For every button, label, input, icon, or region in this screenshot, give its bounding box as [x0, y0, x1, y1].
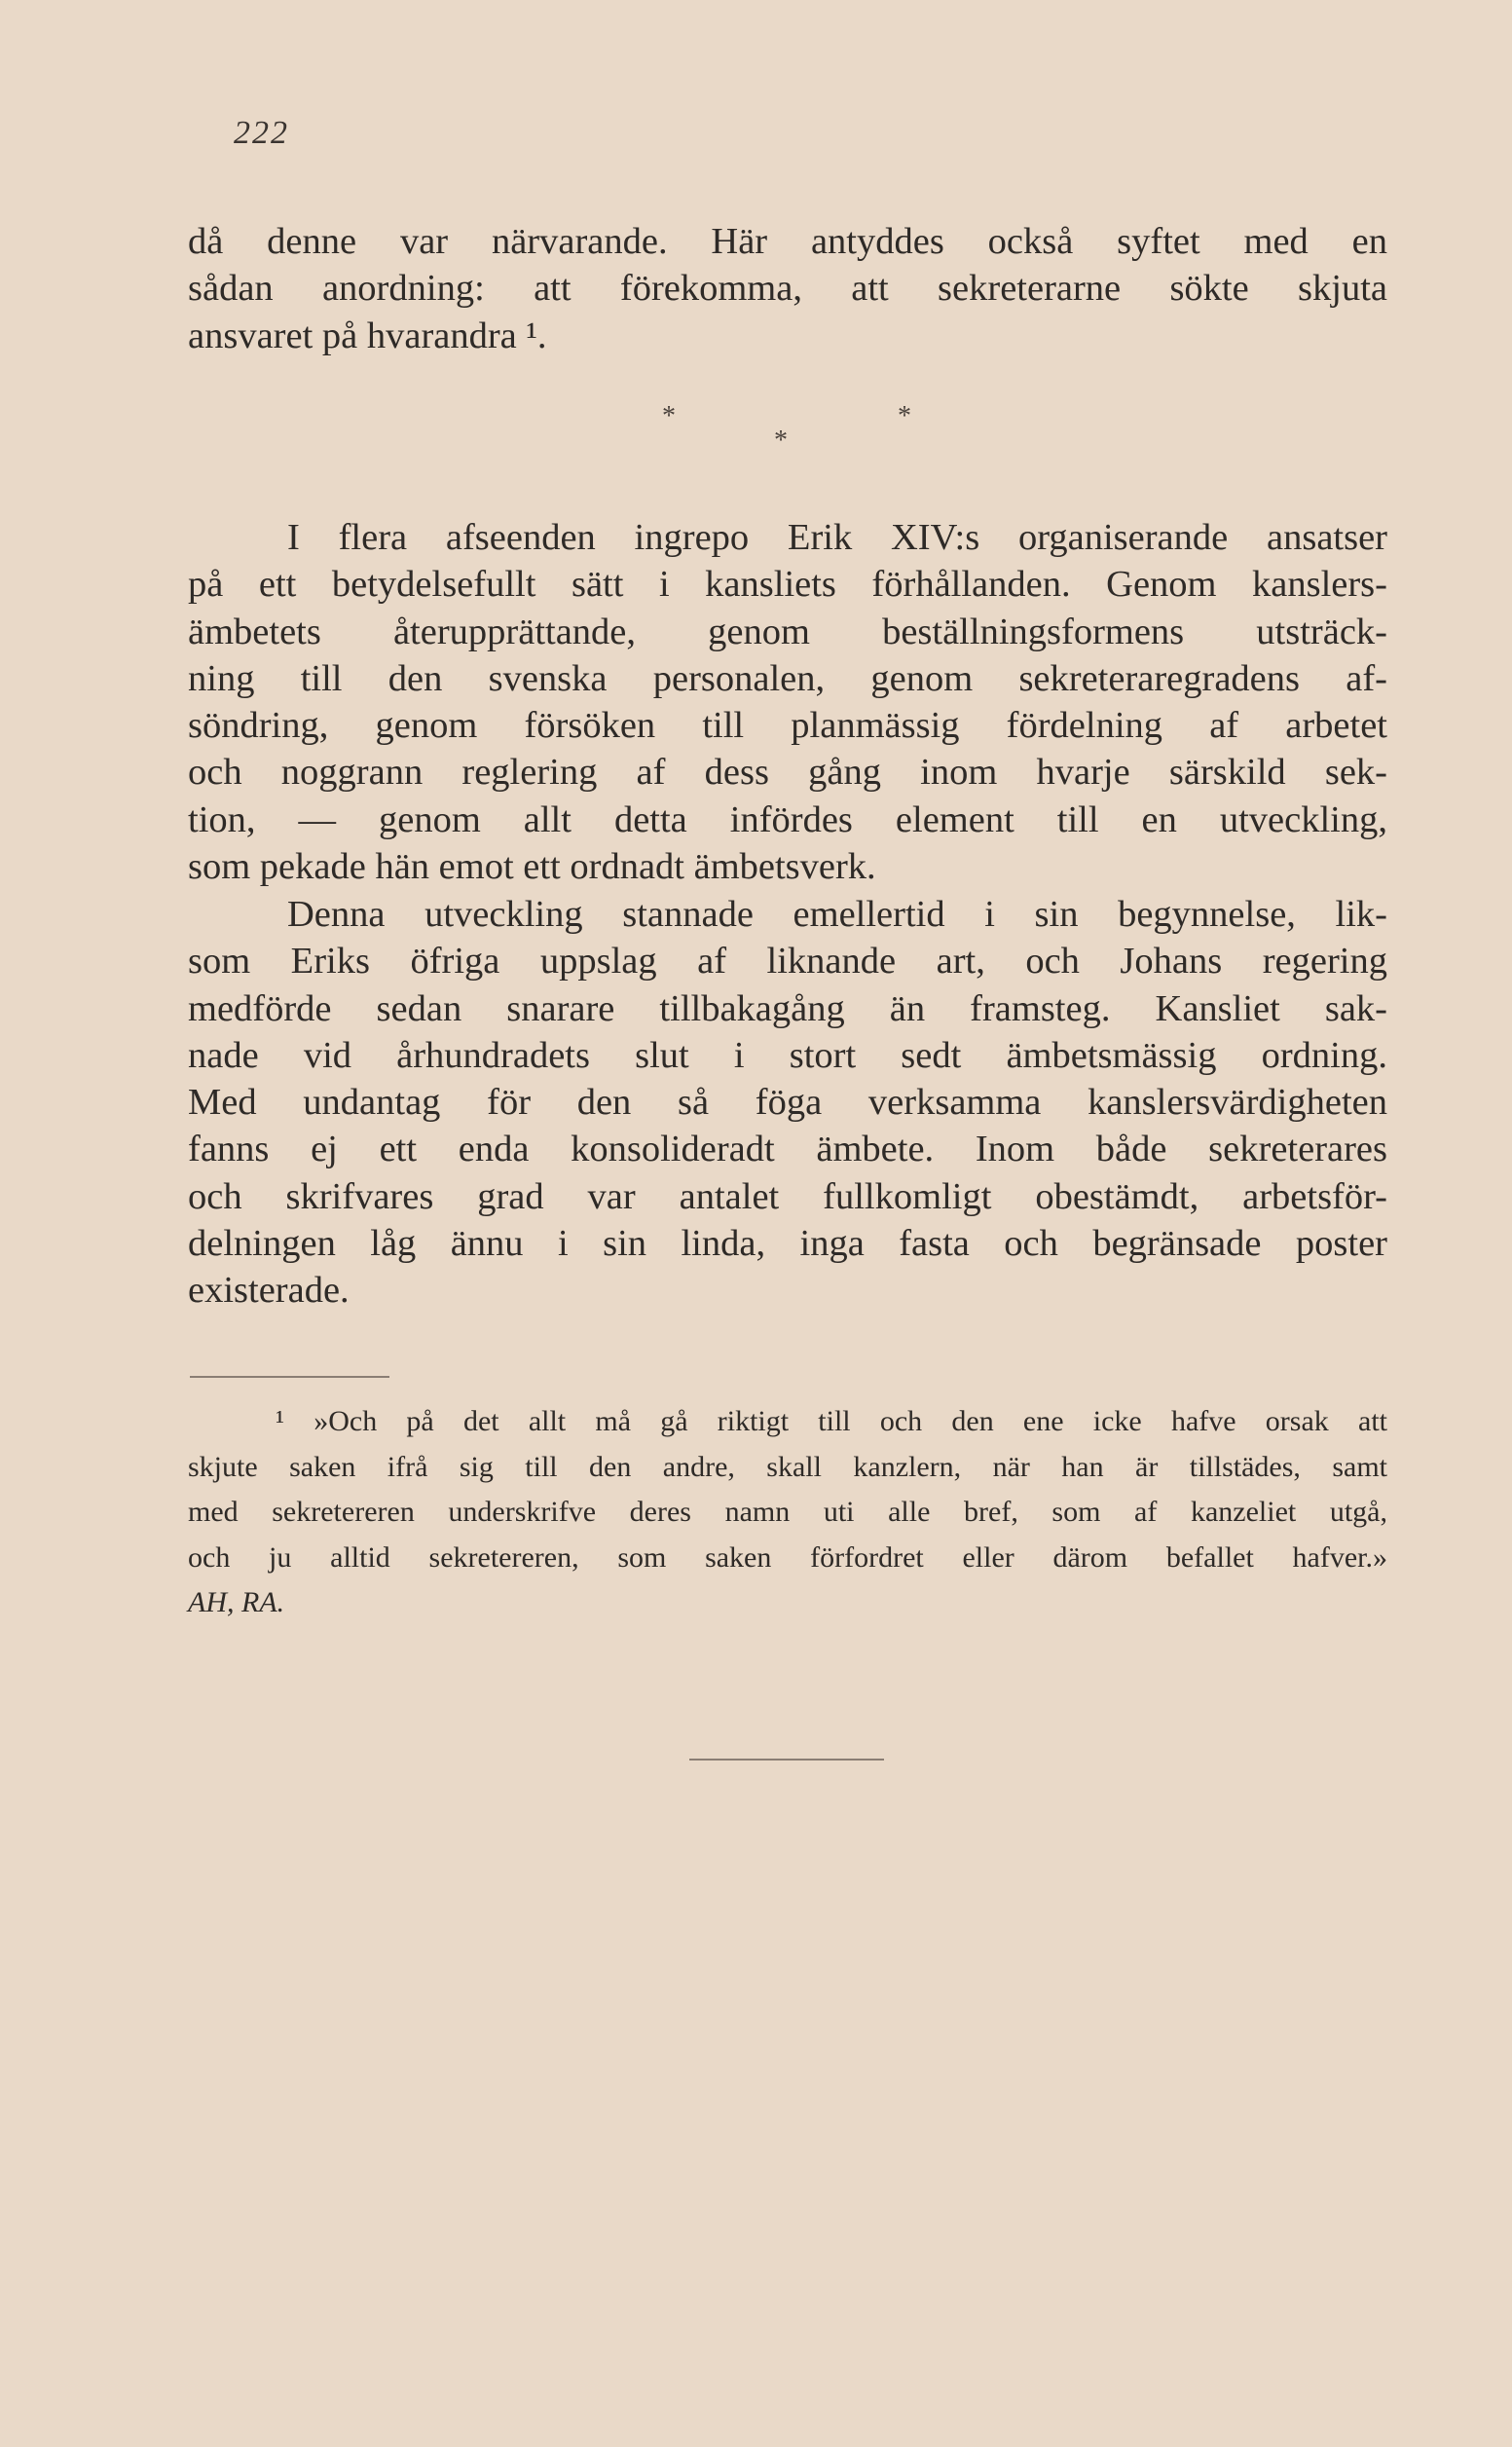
text-line: på ett betydelsefullt sätt i kansliets förhållanden. Genom kanslers-: [188, 564, 1387, 606]
text-line: delningen låg ännu i sin linda, inga fasta och begränsade poster: [188, 1223, 1387, 1265]
text-line: ämbetets återupprättande, genom beställningsformens utsträck-: [188, 611, 1387, 652]
text-line: ansvaret på hvarandra ¹.: [188, 315, 547, 356]
footnote-line: med sekretereren underskrifve deres namn uti alle bref, som af kanzeliet utgå,: [188, 1496, 1387, 1528]
text-line: Med undantag för den så föga verksamma kanslersvärdigheten: [188, 1082, 1387, 1124]
text-line: som Eriks öfriga uppslag af liknande art, och Johans regering: [188, 941, 1387, 983]
text-line: och noggrann reglering af dess gång inom hvarje särskild sek-: [188, 752, 1387, 794]
asterisk: *: [898, 401, 911, 431]
text-line: fanns ej ett enda konsolideradt ämbete. Inom både sekreterares: [188, 1129, 1387, 1170]
end-divider: [689, 1759, 884, 1761]
text-line: sådan anordning: att förekomma, att sekreterarne sökte skjuta: [188, 268, 1387, 310]
text-line: I flera afseenden ingrepo Erik XIV:s organiserande ansatser: [287, 517, 1387, 558]
footnote-line: ¹ »Och på det allt må gå riktigt till och den ene icke hafve orsak att: [276, 1405, 1387, 1437]
footnote: [188, 1399, 1387, 1626]
footnote-line: och ju alltid sekretereren, som saken förfordret eller därom befallet hafver.»: [188, 1540, 1387, 1574]
text-line: tion, — genom allt detta infördes element till en utveckling,: [188, 798, 1387, 840]
text-line: existerade.: [188, 1270, 350, 1312]
asterisk: *: [774, 426, 788, 456]
text-line: söndring, genom försöken till planmässig fördelning af arbetet: [188, 705, 1387, 747]
paragraph-1: [188, 218, 1387, 359]
paragraph-3: [188, 891, 1387, 1315]
footnote-divider: [190, 1376, 389, 1378]
footnote-line: skjute saken ifrå sig till den andre, skall kanzlern, när han är tillstädes, samt: [188, 1450, 1387, 1483]
text-line: medförde sedan snarare tillbakagång än framsteg. Kansliet sak-: [188, 987, 1387, 1029]
section-break-asterisks: [643, 401, 935, 460]
text-line: Denna utveckling stannade emellertid i sin begynnelse, lik-: [287, 894, 1387, 935]
text-line: ning till den svenska personalen, genom sekreteraregradens af-: [188, 657, 1387, 699]
text-line: och skrifvares grad var antalet fullkomligt obestämdt, arbetsför-: [188, 1175, 1387, 1217]
footnote-source: AH, RA.: [188, 1586, 285, 1618]
paragraph-2: [188, 514, 1387, 890]
text-line: nade vid århundradets slut i stort sedt ämbetsmässig ordning.: [188, 1034, 1387, 1076]
text-line: som pekade hän emot ett ordnadt ämbetsverk.: [188, 846, 876, 888]
asterisk: *: [662, 401, 676, 431]
text-line: då denne var närvarande. Här antyddes också syftet med en: [188, 221, 1387, 262]
page-number: 222: [234, 115, 289, 151]
